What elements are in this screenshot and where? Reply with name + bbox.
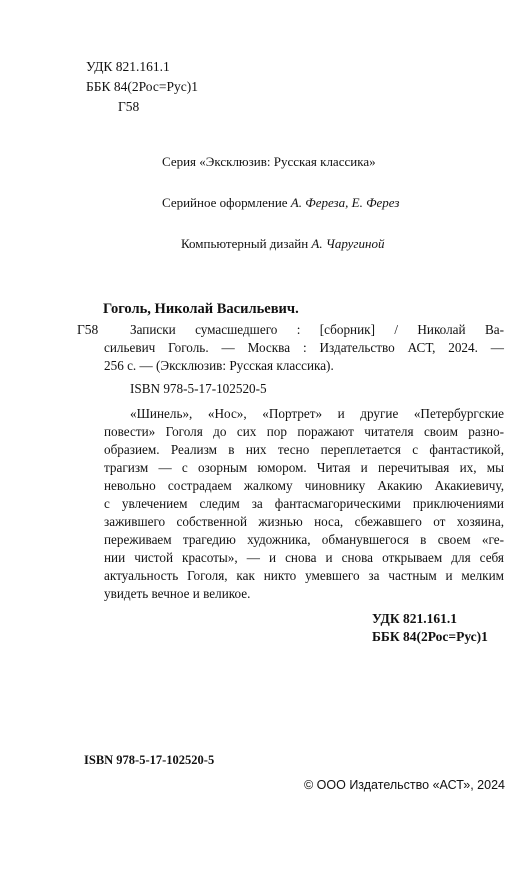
desc-line: Записки сумасшедшего : [сборник] / Николай Ва- bbox=[130, 322, 504, 337]
entry-bbk: ББК 84(2Рос=Рус)1 bbox=[372, 629, 488, 644]
bbk-code: ББК 84(2Рос=Рус)1 bbox=[86, 79, 198, 94]
entry-isbn: ISBN 978-5-17-102520-5 bbox=[130, 381, 267, 396]
annotation-line: увидеть вечное и великое. bbox=[104, 586, 251, 601]
annotation-line: нии чистой красоты», — и снова и снова открываем для себя bbox=[104, 550, 504, 565]
entry-udk: УДК 821.161.1 bbox=[372, 611, 457, 626]
design-names: А. Фереза, Е. Ферез bbox=[290, 195, 400, 210]
author-sign: Г58 bbox=[118, 99, 140, 114]
desc-line: сильевич Гоголь. — Москва : Издательство АСТ, 2024. — bbox=[104, 340, 504, 355]
computer-design-name: А. Чаругиной bbox=[311, 236, 385, 251]
annotation-line: образием. Реализм в них тесно переплетается с фантастикой, bbox=[104, 442, 504, 457]
annotation-line: повести» Гоголя до сих пор поражают читателя своим разно- bbox=[104, 424, 504, 439]
copyright-line: © ООО Издательство «АСТ», 2024 bbox=[304, 778, 505, 792]
annotation-line: «Шинель», «Нос», «Портрет» и другие «Петербургские bbox=[130, 406, 504, 421]
design-line bbox=[162, 195, 399, 211]
footer-isbn: ISBN 978-5-17-102520-5 bbox=[84, 753, 215, 767]
design-label: Серийное оформление bbox=[162, 195, 291, 210]
annotation-line: невольно сострадаем жалкому чиновнику Акакию Акакиевичу, bbox=[104, 478, 504, 493]
entry-heading: Гоголь, Николай Васильевич. bbox=[103, 301, 299, 317]
computer-design-line bbox=[181, 236, 384, 252]
computer-design-label: Компьютерный дизайн bbox=[181, 236, 312, 251]
annotation-line: трагизм — с озорным юмором. Читая и перечитывая их, мы bbox=[104, 460, 504, 475]
annotation-line: с увлечением следим за фантасмагорическими приключениями bbox=[104, 496, 504, 511]
series-line: Серия «Эксклюзив: Русская классика» bbox=[162, 154, 376, 169]
desc-line: 256 с. — (Эксклюзив: Русская классика). bbox=[104, 358, 334, 373]
annotation-line: переживаем трагедию художника, обманувшегося в своем «ге- bbox=[104, 532, 504, 547]
entry-sign: Г58 bbox=[77, 322, 99, 337]
annotation-line: зажившего собственной жизнью носа, сбежавшего от хозяина, bbox=[104, 514, 504, 529]
udk-code: УДК 821.161.1 bbox=[86, 59, 170, 74]
annotation-line: актуальность Гоголя, как никто умевшего за частным и мелким bbox=[104, 568, 504, 583]
